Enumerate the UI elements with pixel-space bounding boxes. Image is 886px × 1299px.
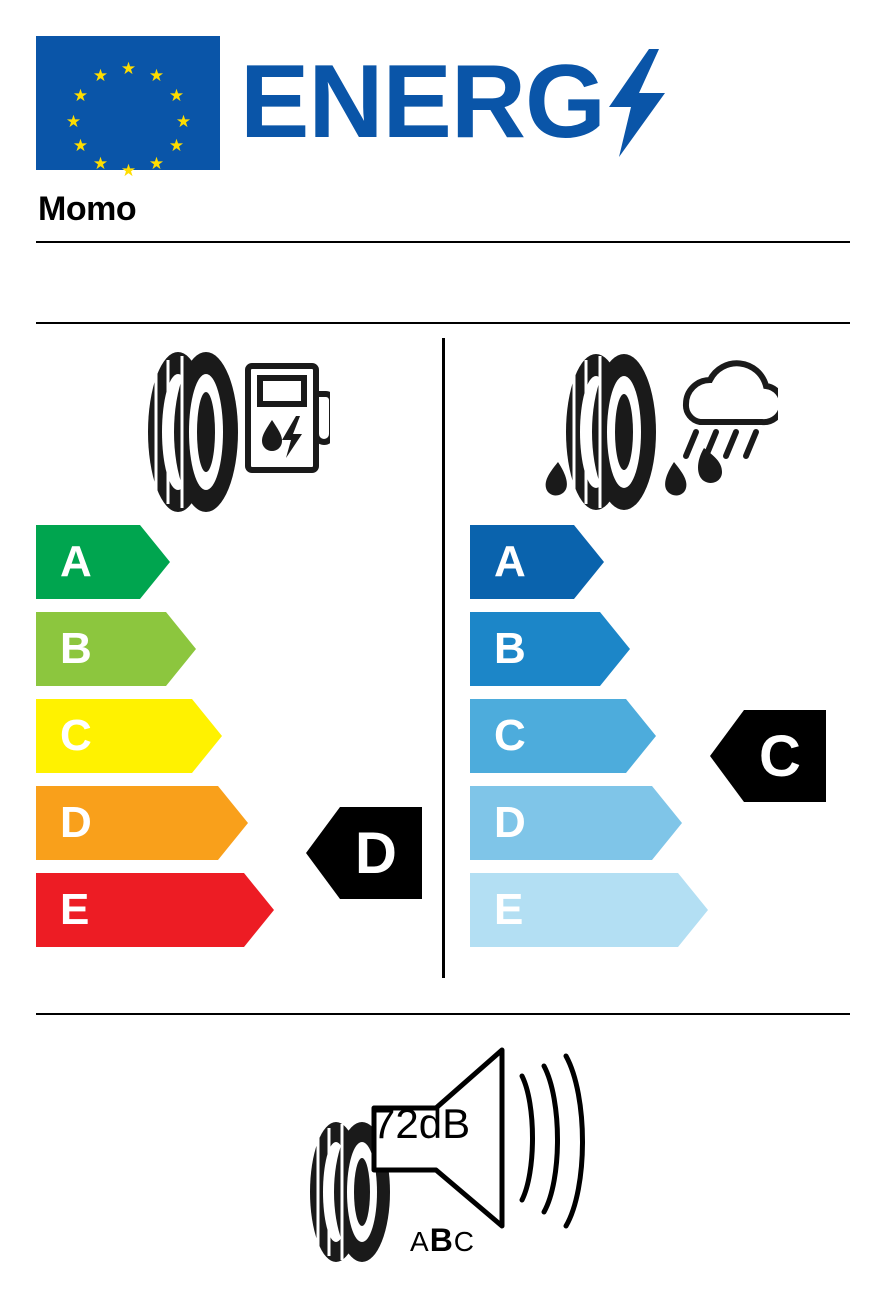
brand-name: Momo xyxy=(38,190,137,228)
eu-flag-stars: ★ ★ ★ ★ ★ ★ ★ ★ ★ ★ ★ ★ xyxy=(65,59,192,180)
fuel-efficiency-scale xyxy=(36,525,316,960)
wet-bar-a xyxy=(470,525,604,599)
tyre-rain-cloud-icon xyxy=(528,350,778,515)
wet-grade-letter-e: E xyxy=(494,885,524,934)
eu-flag-icon xyxy=(36,36,220,180)
noise-class-c: C xyxy=(453,1226,476,1257)
wet-grade-letter-c: C xyxy=(494,711,526,760)
fuel-grade-letter-e: E xyxy=(60,885,90,934)
energy-wordmark xyxy=(240,44,665,160)
wet-grade-row xyxy=(470,612,750,686)
wet-grade-letter-b: B xyxy=(494,624,526,673)
divider-second xyxy=(36,322,850,324)
fuel-grade-letter-d: D xyxy=(60,798,92,847)
fuel-grade-row xyxy=(36,873,316,947)
fuel-grade-row xyxy=(36,699,316,773)
divider-bottom xyxy=(36,1013,850,1015)
fuel-grade-row xyxy=(36,525,316,599)
wet-grip-scale xyxy=(470,525,750,960)
fuel-grade-row xyxy=(36,786,316,860)
wet-grade-row xyxy=(470,873,750,947)
wet-grade-letter-d: D xyxy=(494,798,526,847)
fuel-selected-marker xyxy=(306,795,422,911)
divider-top xyxy=(36,241,850,243)
fuel-grade-letter-c: C xyxy=(60,711,92,760)
wet-grade-row xyxy=(470,525,750,599)
wet-grade-letter-a: A xyxy=(494,537,526,586)
fuel-grade-letter-b: B xyxy=(60,624,92,673)
fuel-selected-letter: D xyxy=(355,820,397,886)
wet-grade-row xyxy=(470,786,750,860)
fuel-bar-a xyxy=(36,525,170,599)
wet-selected-marker xyxy=(710,698,826,814)
wet-grade-row xyxy=(470,699,750,773)
wet-selected-letter: C xyxy=(759,723,801,789)
divider-vertical xyxy=(442,338,445,978)
energy-bolt-icon xyxy=(609,49,665,157)
fuel-grade-row xyxy=(36,612,316,686)
fuel-grade-letter-a: A xyxy=(60,537,92,586)
noise-class-scale xyxy=(410,1222,475,1259)
energ-text: ENERG xyxy=(240,44,605,160)
noise-class-b-selected: B xyxy=(429,1222,454,1258)
tyre-fuel-pump-icon xyxy=(120,350,330,515)
noise-class-a: A xyxy=(410,1226,430,1257)
noise-value: 72dB xyxy=(372,1100,471,1147)
